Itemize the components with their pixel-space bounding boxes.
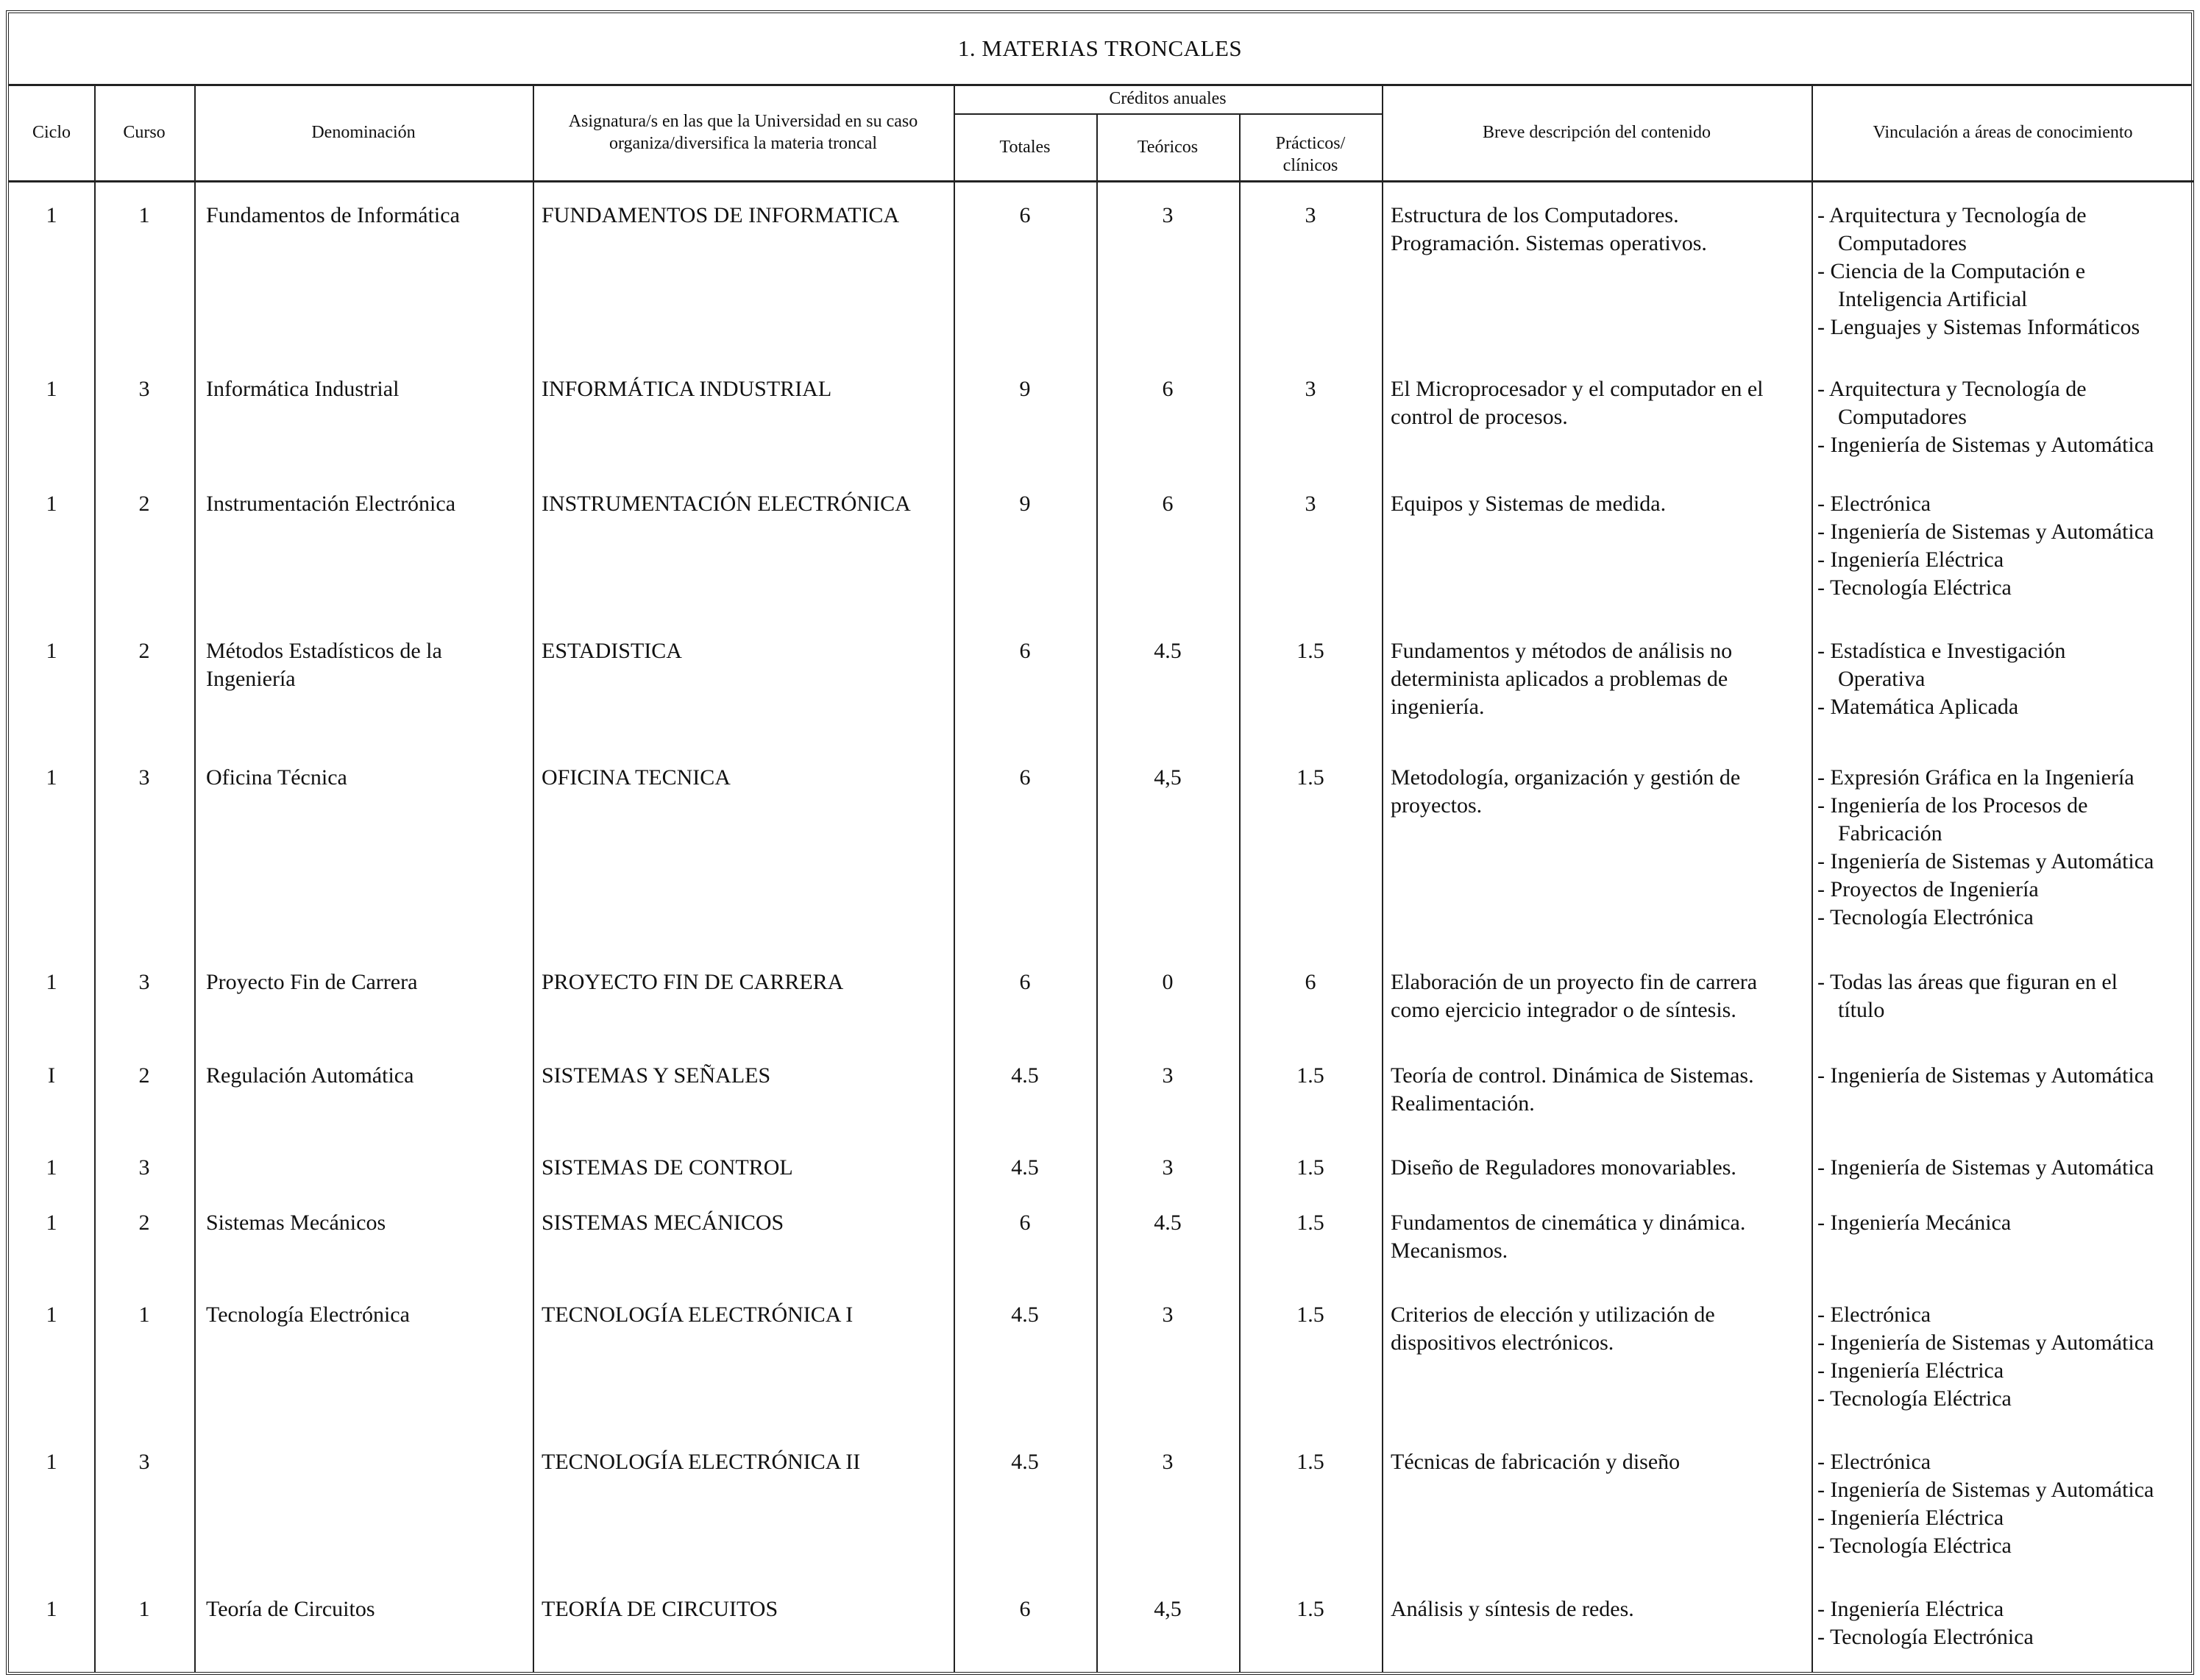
denominacion-cell bbox=[206, 764, 530, 792]
header-vinculacion: Vinculación a áreas de conocimiento bbox=[1812, 84, 2194, 182]
descripcion-cell bbox=[1391, 1448, 1812, 1476]
descripcion-cell-line: Mecanismos. bbox=[1391, 1238, 1508, 1263]
vinculacion-cell bbox=[1817, 1062, 2194, 1090]
vinculacion-cell-line: - Lenguajes y Sistemas Informáticos bbox=[1817, 315, 2140, 339]
vinculacion-cell-line: Computadores bbox=[1838, 231, 1967, 255]
totales-cell: 6 bbox=[1019, 765, 1031, 790]
totales-cell: 6 bbox=[1019, 1597, 1031, 1621]
practicos-cell: 1.5 bbox=[1296, 639, 1324, 663]
descripcion-cell bbox=[1391, 968, 1812, 1024]
vinculacion-cell-line: - Arquitectura y Tecnología de bbox=[1817, 377, 2087, 401]
practicos-cell: 1.5 bbox=[1296, 765, 1324, 790]
vinculacion-cell-line: Operativa bbox=[1838, 667, 1926, 691]
vinculacion-cell-line: - Tecnología Electrónica bbox=[1817, 905, 2034, 929]
denominacion-cell bbox=[206, 490, 530, 518]
denominacion-cell bbox=[206, 375, 530, 403]
vinculacion-cell-line: - Ingeniería Eléctrica bbox=[1817, 1597, 2004, 1621]
curso-cell: 1 bbox=[138, 203, 150, 227]
denominacion-cell-line: Métodos Estadísticos de la bbox=[206, 639, 442, 663]
teoricos-cell: 3 bbox=[1162, 1155, 1174, 1180]
denominacion-cell-line: Oficina Técnica bbox=[206, 765, 347, 790]
descripcion-cell bbox=[1391, 1062, 1812, 1118]
asignatura-cell: INSTRUMENTACIÓN ELECTRÓNICA bbox=[542, 492, 911, 516]
denominacion-cell bbox=[206, 1595, 530, 1623]
asignatura-cell: ESTADISTICA bbox=[542, 639, 682, 663]
teoricos-cell: 4.5 bbox=[1154, 1211, 1182, 1235]
ciclo-cell: 1 bbox=[46, 1155, 57, 1180]
header-ciclo: Ciclo bbox=[9, 84, 94, 182]
denominacion-cell-line: Tecnología Electrónica bbox=[206, 1302, 410, 1327]
practicos-cell: 1.5 bbox=[1296, 1597, 1324, 1621]
vinculacion-cell bbox=[1817, 968, 2194, 1024]
ciclo-cell: 1 bbox=[46, 1211, 57, 1235]
descripcion-cell-line: Estructura de los Computadores. bbox=[1391, 203, 1679, 227]
descripcion-cell-line: Metodología, organización y gestión de bbox=[1391, 765, 1741, 790]
vinculacion-cell-line: - Ingeniería Eléctrica bbox=[1817, 1506, 2004, 1530]
descripcion-cell-line: control de procesos. bbox=[1391, 405, 1568, 429]
practicos-cell: 3 bbox=[1305, 203, 1316, 227]
descripcion-cell bbox=[1391, 1154, 1812, 1182]
denominacion-cell bbox=[206, 968, 530, 996]
vinculacion-cell-line: - Ingeniería de Sistemas y Automática bbox=[1817, 1155, 2154, 1180]
teoricos-cell: 3 bbox=[1162, 1063, 1174, 1088]
vinculacion-cell-line: - Tecnología Eléctrica bbox=[1817, 1534, 2012, 1558]
denominacion-cell-line: Informática Industrial bbox=[206, 377, 400, 401]
vinculacion-cell bbox=[1817, 1209, 2194, 1237]
vinculacion-cell-line: Computadores bbox=[1838, 405, 1967, 429]
denominacion-cell bbox=[206, 1301, 530, 1329]
vinculacion-cell-line: - Ingeniería de Sistemas y Automática bbox=[1817, 1478, 2154, 1502]
descripcion-cell-line: Teoría de control. Dinámica de Sistemas. bbox=[1391, 1063, 1754, 1088]
curso-cell: 2 bbox=[138, 1211, 150, 1235]
vinculacion-cell-line: - Expresión Gráfica en la Ingeniería bbox=[1817, 765, 2135, 790]
column-divider bbox=[1096, 113, 1098, 1672]
practicos-cell: 6 bbox=[1305, 970, 1316, 994]
ciclo-cell: 1 bbox=[46, 970, 57, 994]
ciclo-cell: 1 bbox=[46, 1302, 57, 1327]
vinculacion-cell bbox=[1817, 375, 2194, 459]
ciclo-cell: 1 bbox=[46, 639, 57, 663]
vinculacion-cell bbox=[1817, 1595, 2194, 1651]
practicos-cell: 1.5 bbox=[1296, 1450, 1324, 1474]
vinculacion-cell-line: - Electrónica bbox=[1817, 492, 1931, 516]
vinculacion-cell bbox=[1817, 1154, 2194, 1182]
column-divider bbox=[1239, 113, 1241, 1672]
descripcion-cell-line: Diseño de Reguladores monovariables. bbox=[1391, 1155, 1736, 1180]
vinculacion-cell-line: - Tecnología Eléctrica bbox=[1817, 575, 2012, 600]
denominacion-cell-line: Instrumentación Electrónica bbox=[206, 492, 456, 516]
vinculacion-cell-line: Fabricación bbox=[1838, 821, 1942, 846]
materias-troncales-table bbox=[6, 10, 2194, 1675]
totales-cell: 4.5 bbox=[1011, 1302, 1039, 1327]
vinculacion-cell bbox=[1817, 1448, 2194, 1560]
ciclo-cell: 1 bbox=[46, 1450, 57, 1474]
asignatura-cell: PROYECTO FIN DE CARRERA bbox=[542, 970, 844, 994]
asignatura-cell: OFICINA TECNICA bbox=[542, 765, 731, 790]
vinculacion-cell-line: - Tecnología Electrónica bbox=[1817, 1625, 2034, 1649]
descripcion-cell-line: como ejercicio integrador o de síntesis. bbox=[1391, 998, 1736, 1022]
table-title: 1. MATERIAS TRONCALES bbox=[9, 13, 2191, 86]
ciclo-cell: 1 bbox=[46, 492, 57, 516]
header-descripcion: Breve descripción del contenido bbox=[1382, 84, 1812, 182]
vinculacion-cell-line: - Electrónica bbox=[1817, 1450, 1931, 1474]
denominacion-cell bbox=[206, 1209, 530, 1237]
header-curso: Curso bbox=[94, 84, 194, 182]
descripcion-cell-line: Realimentación. bbox=[1391, 1091, 1535, 1116]
vinculacion-cell-line: - Arquitectura y Tecnología de bbox=[1817, 203, 2087, 227]
asignatura-cell: TEORÍA DE CIRCUITOS bbox=[542, 1597, 778, 1621]
teoricos-cell: 6 bbox=[1162, 492, 1174, 516]
asignatura-cell: TECNOLOGÍA ELECTRÓNICA I bbox=[542, 1302, 854, 1327]
vinculacion-cell-line: - Ciencia de la Computación e bbox=[1817, 259, 2086, 283]
curso-cell: 2 bbox=[138, 492, 150, 516]
denominacion-cell-line: Teoría de Circuitos bbox=[206, 1597, 375, 1621]
vinculacion-cell-line: - Todas las áreas que figuran en el bbox=[1817, 970, 2118, 994]
teoricos-cell: 4,5 bbox=[1154, 1597, 1182, 1621]
practicos-cell: 1.5 bbox=[1296, 1211, 1324, 1235]
descripcion-cell-line: Fundamentos de cinemática y dinámica. bbox=[1391, 1211, 1746, 1235]
asignatura-cell: SISTEMAS DE CONTROL bbox=[542, 1155, 793, 1180]
vinculacion-cell-line: - Matemática Aplicada bbox=[1817, 695, 2019, 719]
denominacion-cell-line: Regulación Automática bbox=[206, 1063, 414, 1088]
vinculacion-cell-line: - Ingeniería de los Procesos de bbox=[1817, 793, 2088, 818]
descripcion-cell bbox=[1391, 1301, 1812, 1357]
asignatura-cell: INFORMÁTICA INDUSTRIAL bbox=[542, 377, 832, 401]
vinculacion-cell-line: - Ingeniería de Sistemas y Automática bbox=[1817, 520, 2154, 544]
denominacion-cell bbox=[206, 202, 530, 230]
vinculacion-cell-line: - Ingeniería Eléctrica bbox=[1817, 1358, 2004, 1383]
vinculacion-cell-line: - Electrónica bbox=[1817, 1302, 1931, 1327]
curso-cell: 2 bbox=[138, 1063, 150, 1088]
header-teoricos: Teóricos bbox=[1096, 113, 1239, 182]
asignatura-cell: SISTEMAS Y SEÑALES bbox=[542, 1063, 771, 1088]
curso-cell: 2 bbox=[138, 639, 150, 663]
descripcion-cell-line: determinista aplicados a problemas de bbox=[1391, 667, 1728, 691]
teoricos-cell: 0 bbox=[1162, 970, 1174, 994]
totales-cell: 9 bbox=[1019, 377, 1031, 401]
descripcion-cell-line: proyectos. bbox=[1391, 793, 1483, 818]
totales-cell: 6 bbox=[1019, 203, 1031, 227]
descripcion-cell-line: Criterios de elección y utilización de bbox=[1391, 1302, 1715, 1327]
vinculacion-cell-line: - Ingeniería de Sistemas y Automática bbox=[1817, 1063, 2154, 1088]
ciclo-cell: 1 bbox=[46, 1597, 57, 1621]
descripcion-cell-line: Técnicas de fabricación y diseño bbox=[1391, 1450, 1681, 1474]
vinculacion-cell-line: - Ingeniería Eléctrica bbox=[1817, 547, 2004, 572]
denominacion-cell-line: Ingeniería bbox=[206, 667, 296, 691]
column-divider bbox=[1812, 84, 1813, 1672]
totales-cell: 6 bbox=[1019, 639, 1031, 663]
curso-cell: 3 bbox=[138, 1450, 150, 1474]
ciclo-cell: 1 bbox=[46, 765, 57, 790]
header-creditos: Créditos anuales bbox=[1109, 89, 1227, 108]
practicos-cell: 1.5 bbox=[1296, 1063, 1324, 1088]
denominacion-cell bbox=[206, 1062, 530, 1090]
vinculacion-cell-line: - Ingeniería de Sistemas y Automática bbox=[1817, 849, 2154, 873]
denominacion-cell-line: Fundamentos de Informática bbox=[206, 203, 460, 227]
vinculacion-cell-line: - Estadística e Investigación bbox=[1817, 639, 2066, 663]
descripcion-cell-line: Programación. Sistemas operativos. bbox=[1391, 231, 1707, 255]
curso-cell: 3 bbox=[138, 377, 150, 401]
vinculacion-cell-line: Inteligencia Artificial bbox=[1838, 287, 2028, 311]
curso-cell: 3 bbox=[138, 970, 150, 994]
descripcion-cell bbox=[1391, 1595, 1812, 1623]
vinculacion-cell bbox=[1817, 1301, 2194, 1413]
column-divider bbox=[194, 84, 196, 1672]
teoricos-cell: 3 bbox=[1162, 203, 1174, 227]
header-practicos: Prácticos/ clínicos bbox=[1239, 113, 1382, 182]
vinculacion-cell bbox=[1817, 764, 2194, 932]
vinculacion-cell-line: título bbox=[1838, 998, 1885, 1022]
column-divider bbox=[954, 84, 955, 1672]
column-divider bbox=[1382, 84, 1383, 1672]
descripcion-cell-line: Fundamentos y métodos de análisis no bbox=[1391, 639, 1733, 663]
vinculacion-cell bbox=[1817, 490, 2194, 602]
vinculacion-cell-line: - Tecnología Eléctrica bbox=[1817, 1386, 2012, 1411]
descripcion-cell-line: Análisis y síntesis de redes. bbox=[1391, 1597, 1634, 1621]
teoricos-cell: 4,5 bbox=[1154, 765, 1182, 790]
teoricos-cell: 3 bbox=[1162, 1302, 1174, 1327]
asignatura-cell: FUNDAMENTOS DE INFORMATICA bbox=[542, 203, 900, 227]
descripcion-cell bbox=[1391, 637, 1812, 721]
vinculacion-cell-line: - Proyectos de Ingeniería bbox=[1817, 877, 2039, 901]
header-totales: Totales bbox=[954, 113, 1096, 182]
curso-cell: 3 bbox=[138, 765, 150, 790]
practicos-cell: 1.5 bbox=[1296, 1155, 1324, 1180]
creditos-divider bbox=[954, 113, 1382, 115]
asignatura-cell: TECNOLOGÍA ELECTRÓNICA II bbox=[542, 1450, 861, 1474]
practicos-cell: 3 bbox=[1305, 492, 1316, 516]
descripcion-cell bbox=[1391, 490, 1812, 518]
descripcion-cell bbox=[1391, 764, 1812, 820]
denominacion-cell bbox=[206, 637, 530, 693]
teoricos-cell: 3 bbox=[1162, 1450, 1174, 1474]
vinculacion-cell bbox=[1817, 637, 2194, 721]
descripcion-cell-line: Equipos y Sistemas de medida. bbox=[1391, 492, 1667, 516]
totales-cell: 6 bbox=[1019, 970, 1031, 994]
teoricos-cell: 4.5 bbox=[1154, 639, 1182, 663]
vinculacion-cell bbox=[1817, 202, 2194, 341]
totales-cell: 4.5 bbox=[1011, 1450, 1039, 1474]
descripcion-cell bbox=[1391, 1209, 1812, 1265]
header-denominacion: Denominación bbox=[194, 84, 533, 182]
descripcion-cell bbox=[1391, 202, 1812, 258]
vinculacion-cell-line: - Ingeniería Mecánica bbox=[1817, 1211, 2012, 1235]
ciclo-cell: 1 bbox=[46, 203, 57, 227]
vinculacion-cell-line: - Ingeniería de Sistemas y Automática bbox=[1817, 1330, 2154, 1355]
ciclo-cell: I bbox=[48, 1063, 55, 1088]
practicos-cell: 1.5 bbox=[1296, 1302, 1324, 1327]
totales-cell: 4.5 bbox=[1011, 1155, 1039, 1180]
totales-cell: 6 bbox=[1019, 1211, 1031, 1235]
descripcion-cell-line: Elaboración de un proyecto fin de carrera bbox=[1391, 970, 1758, 994]
ciclo-cell: 1 bbox=[46, 377, 57, 401]
denominacion-cell-line: Proyecto Fin de Carrera bbox=[206, 970, 418, 994]
denominacion-cell-line: Sistemas Mecánicos bbox=[206, 1211, 386, 1235]
header-asignatura: Asignatura/s en las que la Universidad en su caso organiza/diversifica la materia troncal bbox=[533, 84, 954, 182]
descripcion-cell-line: dispositivos electrónicos. bbox=[1391, 1330, 1614, 1355]
column-divider bbox=[94, 84, 96, 1672]
practicos-cell: 3 bbox=[1305, 377, 1316, 401]
descripcion-cell-line: ingeniería. bbox=[1391, 695, 1485, 719]
curso-cell: 1 bbox=[138, 1302, 150, 1327]
descripcion-cell bbox=[1391, 375, 1812, 431]
curso-cell: 3 bbox=[138, 1155, 150, 1180]
column-divider bbox=[533, 84, 534, 1672]
asignatura-cell: SISTEMAS MECÁNICOS bbox=[542, 1211, 784, 1235]
curso-cell: 1 bbox=[138, 1597, 150, 1621]
descripcion-cell-line: El Microprocesador y el computador en el bbox=[1391, 377, 1764, 401]
vinculacion-cell-line: - Ingeniería de Sistemas y Automática bbox=[1817, 433, 2154, 457]
totales-cell: 9 bbox=[1019, 492, 1031, 516]
totales-cell: 4.5 bbox=[1011, 1063, 1039, 1088]
teoricos-cell: 6 bbox=[1162, 377, 1174, 401]
